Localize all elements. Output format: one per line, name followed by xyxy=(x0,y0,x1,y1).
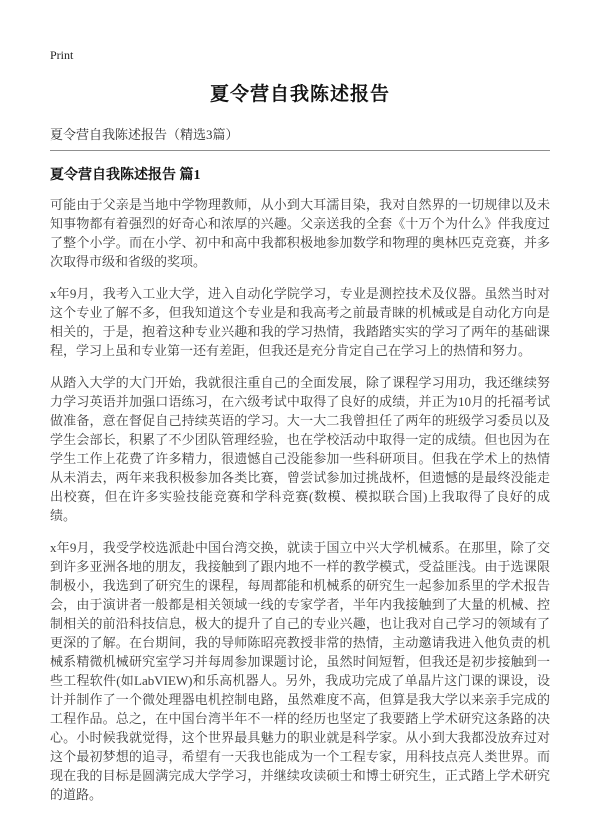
paragraph: 从踏入大学的大门开始，我就很注重自己的全面发展，除了课程学习用功，我还继续努力学习英语并加强口语练习，在六级考试中取得了良好的成绩，并正为10月的托福考试做准备，意在督促自己持续英语的学习。大一大二我曾担任了两年的班级学习委员以及学生会部长，积累了不少团队管理经验，也在学校活动中取得一定的成绩。但也因为在学生工作上花费了许多精力，很遗憾自己没能参加一些科研项目。但我在学术上的热情从未消去，两年来我积极参加各类比赛，曾尝试参加过挑战杯，但遗憾的是最终没能走出校赛，但在许多实验技能竞赛和学科竞赛(数模、模拟联合国)上我取得了良好的成绩。 xyxy=(50,375,550,523)
page-title: 夏令营自我陈述报告 xyxy=(209,84,390,105)
document-subtitle: 夏令营自我陈述报告（精选3篇） xyxy=(50,124,550,151)
print-link[interactable]: Print xyxy=(50,48,74,62)
section-heading: 夏令营自我陈述报告 篇1 xyxy=(50,168,201,183)
paragraph: 可能由于父亲是当地中学物理教师，从小到大耳濡目染，我对自然界的一切规律以及未知事物都有着强烈的好奇心和浓厚的兴趣。父亲送我的全套《十万个为什么》伴我度过了整个小学。而在小学、初中和高中我都积极地参加数学和物理的奥林匹克竞赛，并多次取得市级和省级的奖项。 xyxy=(50,197,550,269)
paragraph: x年9月，我受学校选派赴中国台湾交换，就读于国立中兴大学机械系。在那里，除了交到许多亚洲各地的朋友，我接触到了跟内地不一样的教学模式，受益匪浅。由于选课限制极小，我选到了研究生的课程，每周都能和机械系的研究生一起参加系里的学术报告会，由于演讲者一般都是相关领域一线的专家学者，半年内我接触到了大量的机械、控制相关的前沿科技信息，极大的提升了自己的专业兴趣，也让我对自己学习的领域有了更深的了解。在台期间，我的导师陈昭亮教授非常的热情，主动邀请我进入他负责的机械系精微机械研究室学习并每周参加课题讨论，虽然时间短暂，但我还是初步接触到一些工程软件(如LabVIEW)和乐高机器人。另外，我成功完成了单晶片这门课的课设，设计并制作了一个微处理器电机控制电路，虽然难度不高，但算是我大学以来亲手完成的工程作品。总之，在中国台湾半年不一样的经历也坚定了我要踏上学术研究这条路的决心。小时候我就觉得，这个世界最具魅力的职业就是科学家。从小到大我都没放弃过对这个最初梦想的追寻，希望有一天我也能成为一个工程专家，用科技点亮人类世界。而现在我的目标是圆满完成大学学习，并继续攻读硕士和博士研究生，正式踏上学术研究的道路。 xyxy=(50,540,550,802)
paragraph: x年9月，我考入工业大学，进入自动化学院学习，专业是测控技术及仪器。虽然当时对这个专业了解不多，但我知道这个专业是和我高考之前最青睐的机械或是自动化方向是相关的，于是，抱着这种专业兴趣和我的学习热情，我踏踏实实的学习了两年的基础课程，学习上虽和专业第一还有差距，但我还是充分肯定自己在学习上的热情和努力。 xyxy=(50,286,550,358)
